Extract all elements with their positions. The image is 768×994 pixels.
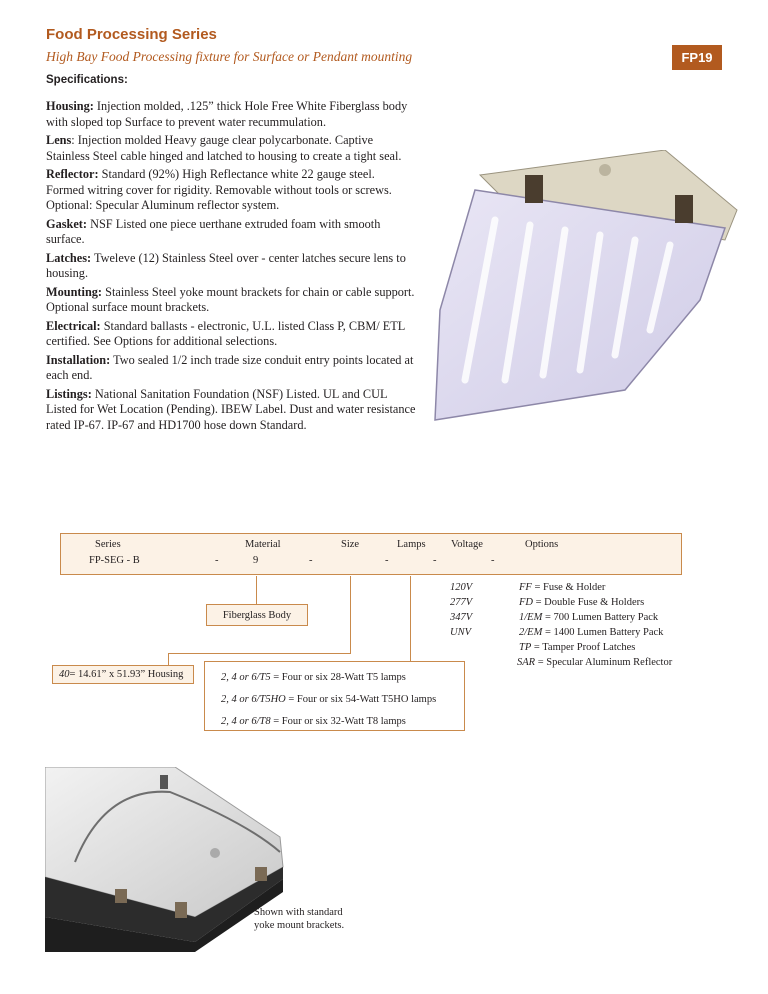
spec-label: Latches: (46, 250, 92, 265)
option-code: FD (519, 597, 533, 608)
col-header-lamps: Lamps (397, 539, 426, 550)
spec-text: NSF Listed one piece uerthane extruded foam with smooth surface. (46, 216, 381, 246)
voltage-list (450, 580, 472, 640)
spec-mounting (46, 285, 416, 316)
spec-electrical (46, 319, 416, 350)
spec-text: Standard (92%) High Reflectance white 22 gauge steel. Formed witring cover for rigidity. Removable without tools or screws. Optional: Specular Aluminum reflector system. (46, 167, 392, 212)
option-desc: = 700 Lumen Battery Pack (542, 612, 659, 623)
spec-reflector (46, 167, 416, 214)
spec-listings (46, 387, 416, 434)
spec-label: Mounting: (46, 284, 103, 299)
option-item (517, 655, 672, 670)
connector-line (168, 653, 169, 665)
col-header-voltage: Voltage (451, 539, 483, 550)
size-desc: = 14.61” x 51.93” Housing (69, 669, 184, 680)
connector-line (168, 653, 351, 654)
lamp-code: 2, 4 or 6/T8 (221, 716, 271, 727)
option-desc: = Specular Aluminum Reflector (535, 657, 673, 668)
series-value: FP-SEG - B (89, 555, 140, 566)
page-title: Food Processing Series (46, 26, 217, 43)
option-desc: = Fuse & Holder (531, 582, 606, 593)
page-subtitle: High Bay Food Processing fixture for Surface or Pendant mounting (46, 49, 413, 64)
option-code: 2/EM (519, 627, 543, 638)
lamp-option (221, 711, 464, 733)
photo-caption (254, 906, 344, 932)
spec-latches (46, 251, 416, 282)
separator-dash: - (385, 555, 389, 566)
voltage-option: 347V (450, 612, 473, 623)
spec-text: Two sealed 1/2 inch trade size conduit entry points located at each end. (46, 352, 414, 382)
lamps-box (204, 661, 465, 731)
spec-text: National Sanitation Foundation (NSF) Listed. UL and CUL Listed for Wet Location (Pending). IBEW Label. Dust and water resistance rated IP-67. IP-67 and HD1700 hose down Standard. (46, 386, 416, 432)
option-item (517, 595, 672, 610)
lamp-desc: = Four or six 54-Watt T5HO lamps (285, 694, 437, 705)
option-code: FF (519, 582, 532, 593)
separator-dash: - (491, 555, 495, 566)
option-code: SAR (517, 657, 536, 668)
col-header-size: Size (341, 539, 360, 550)
option-desc: = Tamper Proof Latches (531, 642, 636, 653)
spec-label: Listings: (46, 386, 92, 401)
fixture-photo-angled (425, 150, 740, 430)
separator-dash: - (309, 555, 313, 566)
option-code: 1/EM (519, 612, 543, 623)
lamp-code: 2, 4 or 6/T5 (221, 672, 271, 683)
option-item (517, 625, 672, 640)
voltage-option: 277V (450, 597, 473, 608)
ordering-code-box (60, 533, 682, 575)
spec-label: Electrical: (46, 318, 101, 333)
spec-text: Tweleve (12) Stainless Steel over - center latches secure lens to housing. (46, 250, 406, 280)
spec-installation (46, 353, 416, 384)
spec-label: Housing: (46, 99, 94, 113)
spec-label: Reflector: (46, 167, 99, 181)
spec-gasket (46, 217, 416, 248)
option-code: TP (519, 642, 532, 653)
voltage-option: 120V (450, 582, 473, 593)
size-code: 40 (59, 669, 70, 680)
options-list (517, 580, 672, 670)
separator-dash: - (433, 555, 437, 566)
spec-label: Installation: (46, 352, 111, 367)
voltage-option: UNV (450, 627, 471, 638)
spec-text: Standard ballasts - electronic, U.L. listed Class P, CBM/ ETL certified. See Options for additional selections. (46, 318, 405, 348)
connector-line (256, 576, 257, 604)
lamp-option (221, 667, 464, 689)
option-desc: = Double Fuse & Holders (533, 597, 645, 608)
specifications-heading: Specifications: (46, 74, 128, 86)
option-item (517, 610, 672, 625)
connector-line (350, 576, 351, 653)
option-desc: = 1400 Lumen Battery Pack (542, 627, 664, 638)
separator-dash: - (215, 555, 219, 566)
specifications-list (46, 99, 416, 436)
spec-text: : Injection molded Heavy gauge clear polycarbonate. Captive Stainless Steel cable hinged and latched to housing to create a tight seal. (46, 133, 402, 163)
col-header-material: Material (245, 539, 281, 550)
col-header-series: Series (95, 539, 121, 550)
catalog-badge: FP19 (672, 45, 722, 70)
size-box (52, 665, 194, 684)
caption-line: Shown with standard (254, 907, 343, 918)
spec-lens (46, 133, 416, 164)
lamp-option (221, 689, 464, 711)
col-header-options: Options (525, 539, 559, 550)
lamp-desc: = Four or six 28-Watt T5 lamps (270, 672, 406, 683)
material-box: Fiberglass Body (206, 604, 308, 626)
material-value: 9 (253, 555, 259, 566)
spec-label: Gasket: (46, 216, 87, 231)
spec-text: Stainless Steel yoke mount brackets for chain or cable support. Optional surface mount brackets. (46, 284, 415, 314)
option-item (517, 640, 672, 655)
caption-line: yoke mount brackets. (254, 920, 345, 931)
spec-housing (46, 99, 416, 130)
spec-text: Injection molded, .125” thick Hole Free White Fiberglass body with sloped top Surface to prevent water recummulation. (46, 99, 408, 129)
lamp-desc: = Four or six 32-Watt T8 lamps (270, 716, 406, 727)
lamp-code: 2, 4 or 6/T5HO (221, 694, 286, 705)
option-item (517, 580, 672, 595)
connector-line (410, 576, 411, 661)
spec-label: Lens (46, 133, 72, 147)
